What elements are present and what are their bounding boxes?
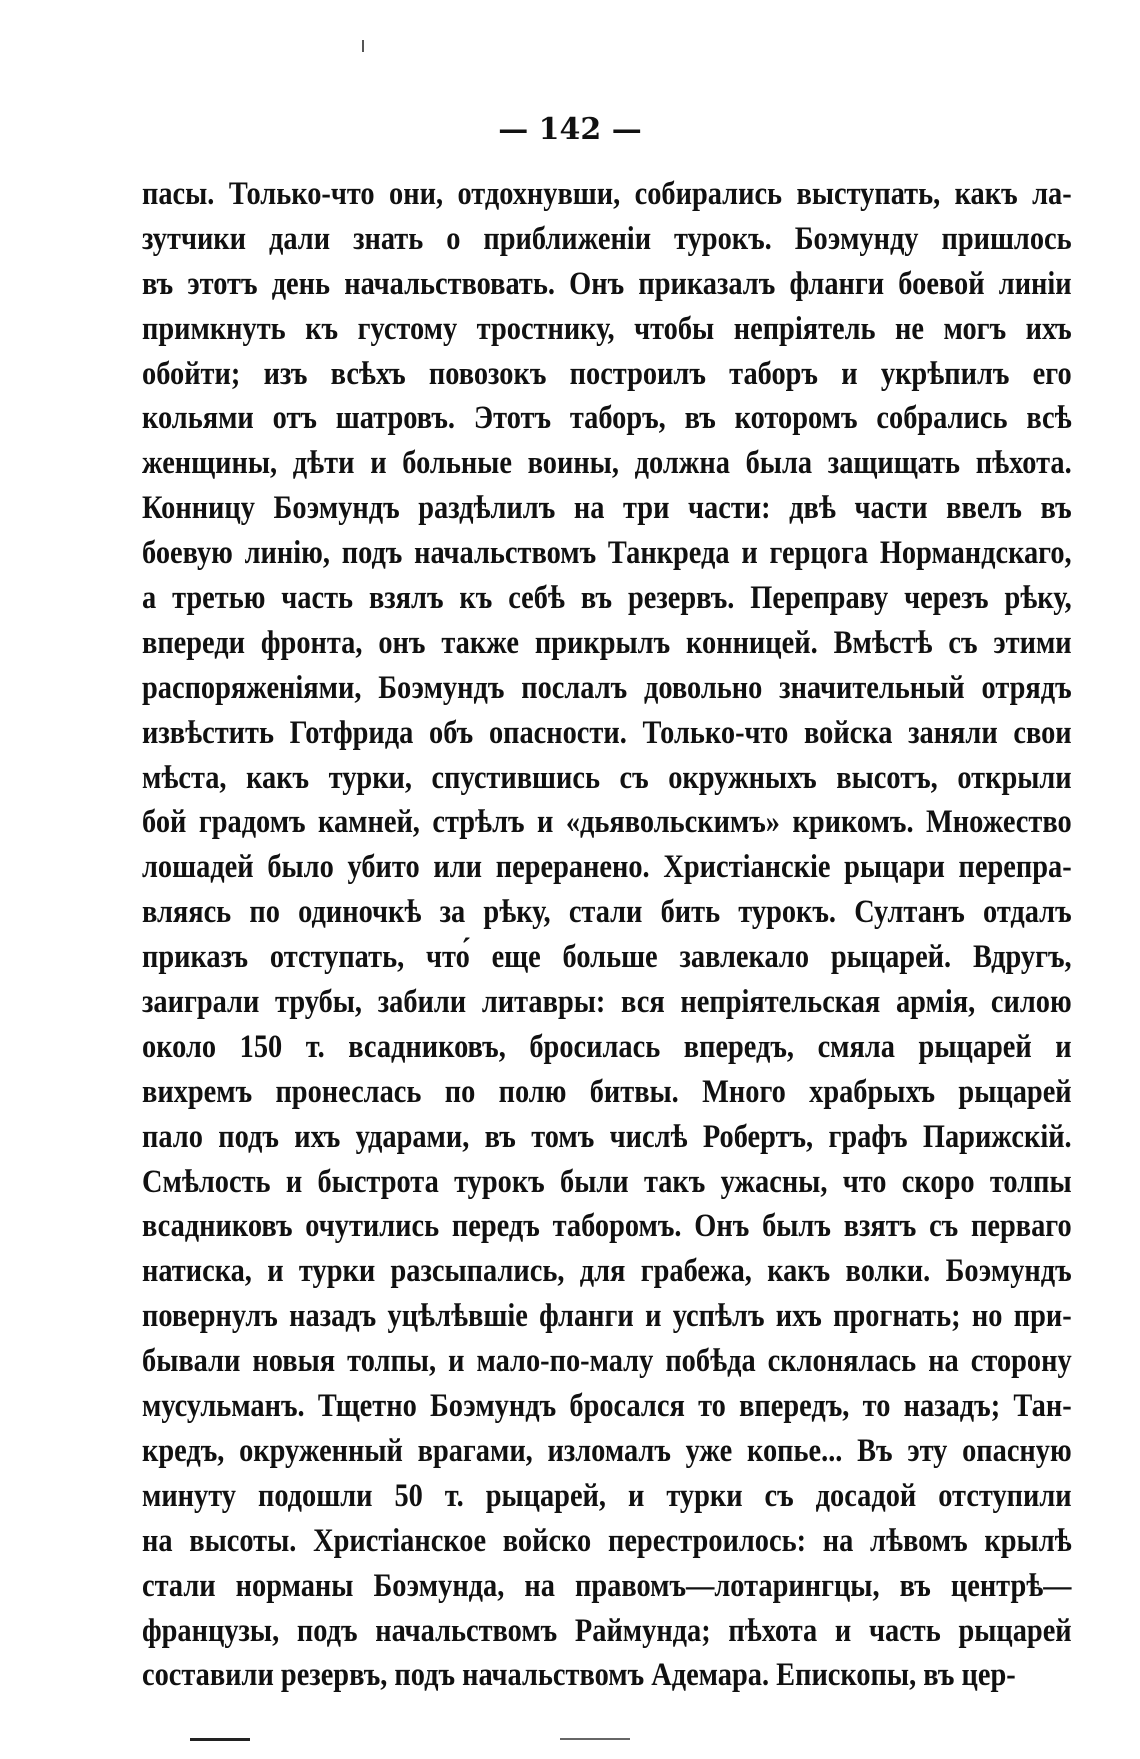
text-line: вихремъ пронеслась по полю битвы. Много храбрыхъ рыцарей — [142, 1073, 1072, 1110]
text-line: повернулъ назадъ уцѣлѣвшіе фланги и успѣлъ ихъ прогнать; но при- — [142, 1298, 1072, 1335]
text-line: въ этотъ день начальствовать. Онъ приказалъ фланги боевой линіи — [142, 265, 1072, 302]
text-line: стали норманы Боэмунда, на правомъ—лотарингцы, въ центрѣ— — [142, 1567, 1072, 1604]
footer-rule-center — [560, 1738, 630, 1740]
text-line: распоряженіями, Боэмундъ послалъ довольно значительный отрядъ — [142, 669, 1072, 706]
text-line: извѣстить Готфрида объ опасности. Только-что войска заняли свои — [142, 714, 1072, 751]
text-line: примкнуть къ густому тростнику, чтобы непріятель не могъ ихъ — [142, 310, 1072, 347]
text-line: минуту подошли 50 т. рыцарей, и турки съ досадой отступили — [142, 1477, 1072, 1514]
text-line: французы, подъ начальствомъ Раймунда; пѣхота и часть рыцарей — [142, 1612, 1072, 1649]
text-line: впереди фронта, онъ также прикрылъ конницей. Вмѣстѣ съ этими — [142, 624, 1072, 661]
text-line: лошадей было убито или переранено. Христіанскіе рыцари перепра- — [142, 849, 1072, 886]
text-line: вляясь по одиночкѣ за рѣку, стали бить турокъ. Султанъ отдалъ — [142, 894, 1072, 931]
text-line: кредъ, окруженный врагами, изломалъ уже копье... Въ эту опасную — [142, 1432, 1072, 1469]
text-line: обойти; изъ всѣхъ повозокъ построилъ таборъ и укрѣпилъ его — [142, 355, 1072, 392]
text-line: пасы. Только-что они, отдохнувши, собирались выступать, какъ ла- — [142, 176, 1072, 212]
text-line: мусульманъ. Тщетно Боэмундъ бросался то впередъ, то назадъ; Тан- — [142, 1388, 1072, 1425]
text-line: заиграли трубы, забили литавры: вся непріятельская армія, силою — [142, 984, 1072, 1021]
text-line: Конницу Боэмундъ раздѣлилъ на три части: двѣ части ввелъ въ — [142, 490, 1072, 527]
text-line: бывали новыя толпы, и мало-по-малу побѣда склонялась на сторону — [142, 1343, 1072, 1380]
footer-rule-left — [190, 1738, 250, 1741]
text-line: женщины, дѣти и больные воины, должна была защищать пѣхота. — [142, 445, 1072, 482]
text-line: боевую линію, подъ начальствомъ Танкреда и герцога Нормандскаго, — [142, 535, 1072, 572]
body-text — [142, 172, 1072, 1698]
text-line: Смѣлость и быстрота турокъ были такъ ужасны, что скоро толпы — [142, 1163, 1072, 1200]
text-line: мѣста, какъ турки, спустившись съ окружныхъ высотъ, открыли — [142, 759, 1072, 796]
text-line: всадниковъ очутились передъ таборомъ. Онъ былъ взятъ съ перваго — [142, 1208, 1072, 1245]
text-line: пало подъ ихъ ударами, въ томъ числѣ Робертъ, графъ Парижскій. — [142, 1118, 1072, 1155]
text-line: бой градомъ камней, стрѣлъ и «дьявольскимъ» крикомъ. Множество — [142, 804, 1072, 841]
text-line: а третью часть взялъ къ себѣ въ резервъ. Переправу черезъ рѣку, — [142, 580, 1072, 617]
text-line: составили резервъ, подъ начальствомъ Адемара. Епископы, въ цер- — [142, 1657, 1016, 1694]
text-line: около 150 т. всадниковъ, бросилась впередъ, смяла рыцарей и — [142, 1028, 1072, 1065]
stray-ink-mark — [362, 40, 364, 52]
text-line: натиска, и турки разсыпались, для грабежа, какъ волки. Боэмундъ — [142, 1253, 1072, 1290]
text-line: кольями отъ шатровъ. Этотъ таборъ, въ которомъ собрались всѣ — [142, 400, 1072, 437]
text-line: зутчики дали знать о приближеніи турокъ. Боэмунду пришлось — [142, 220, 1072, 257]
text-line: на высоты. Христіанское войско перестроилось: на лѣвомъ крылѣ — [142, 1522, 1072, 1559]
page-number: — 142 — — [498, 112, 642, 147]
text-line: приказъ отступать, что́ еще больше завлекало рыцарей. Вдругъ, — [142, 939, 1072, 976]
